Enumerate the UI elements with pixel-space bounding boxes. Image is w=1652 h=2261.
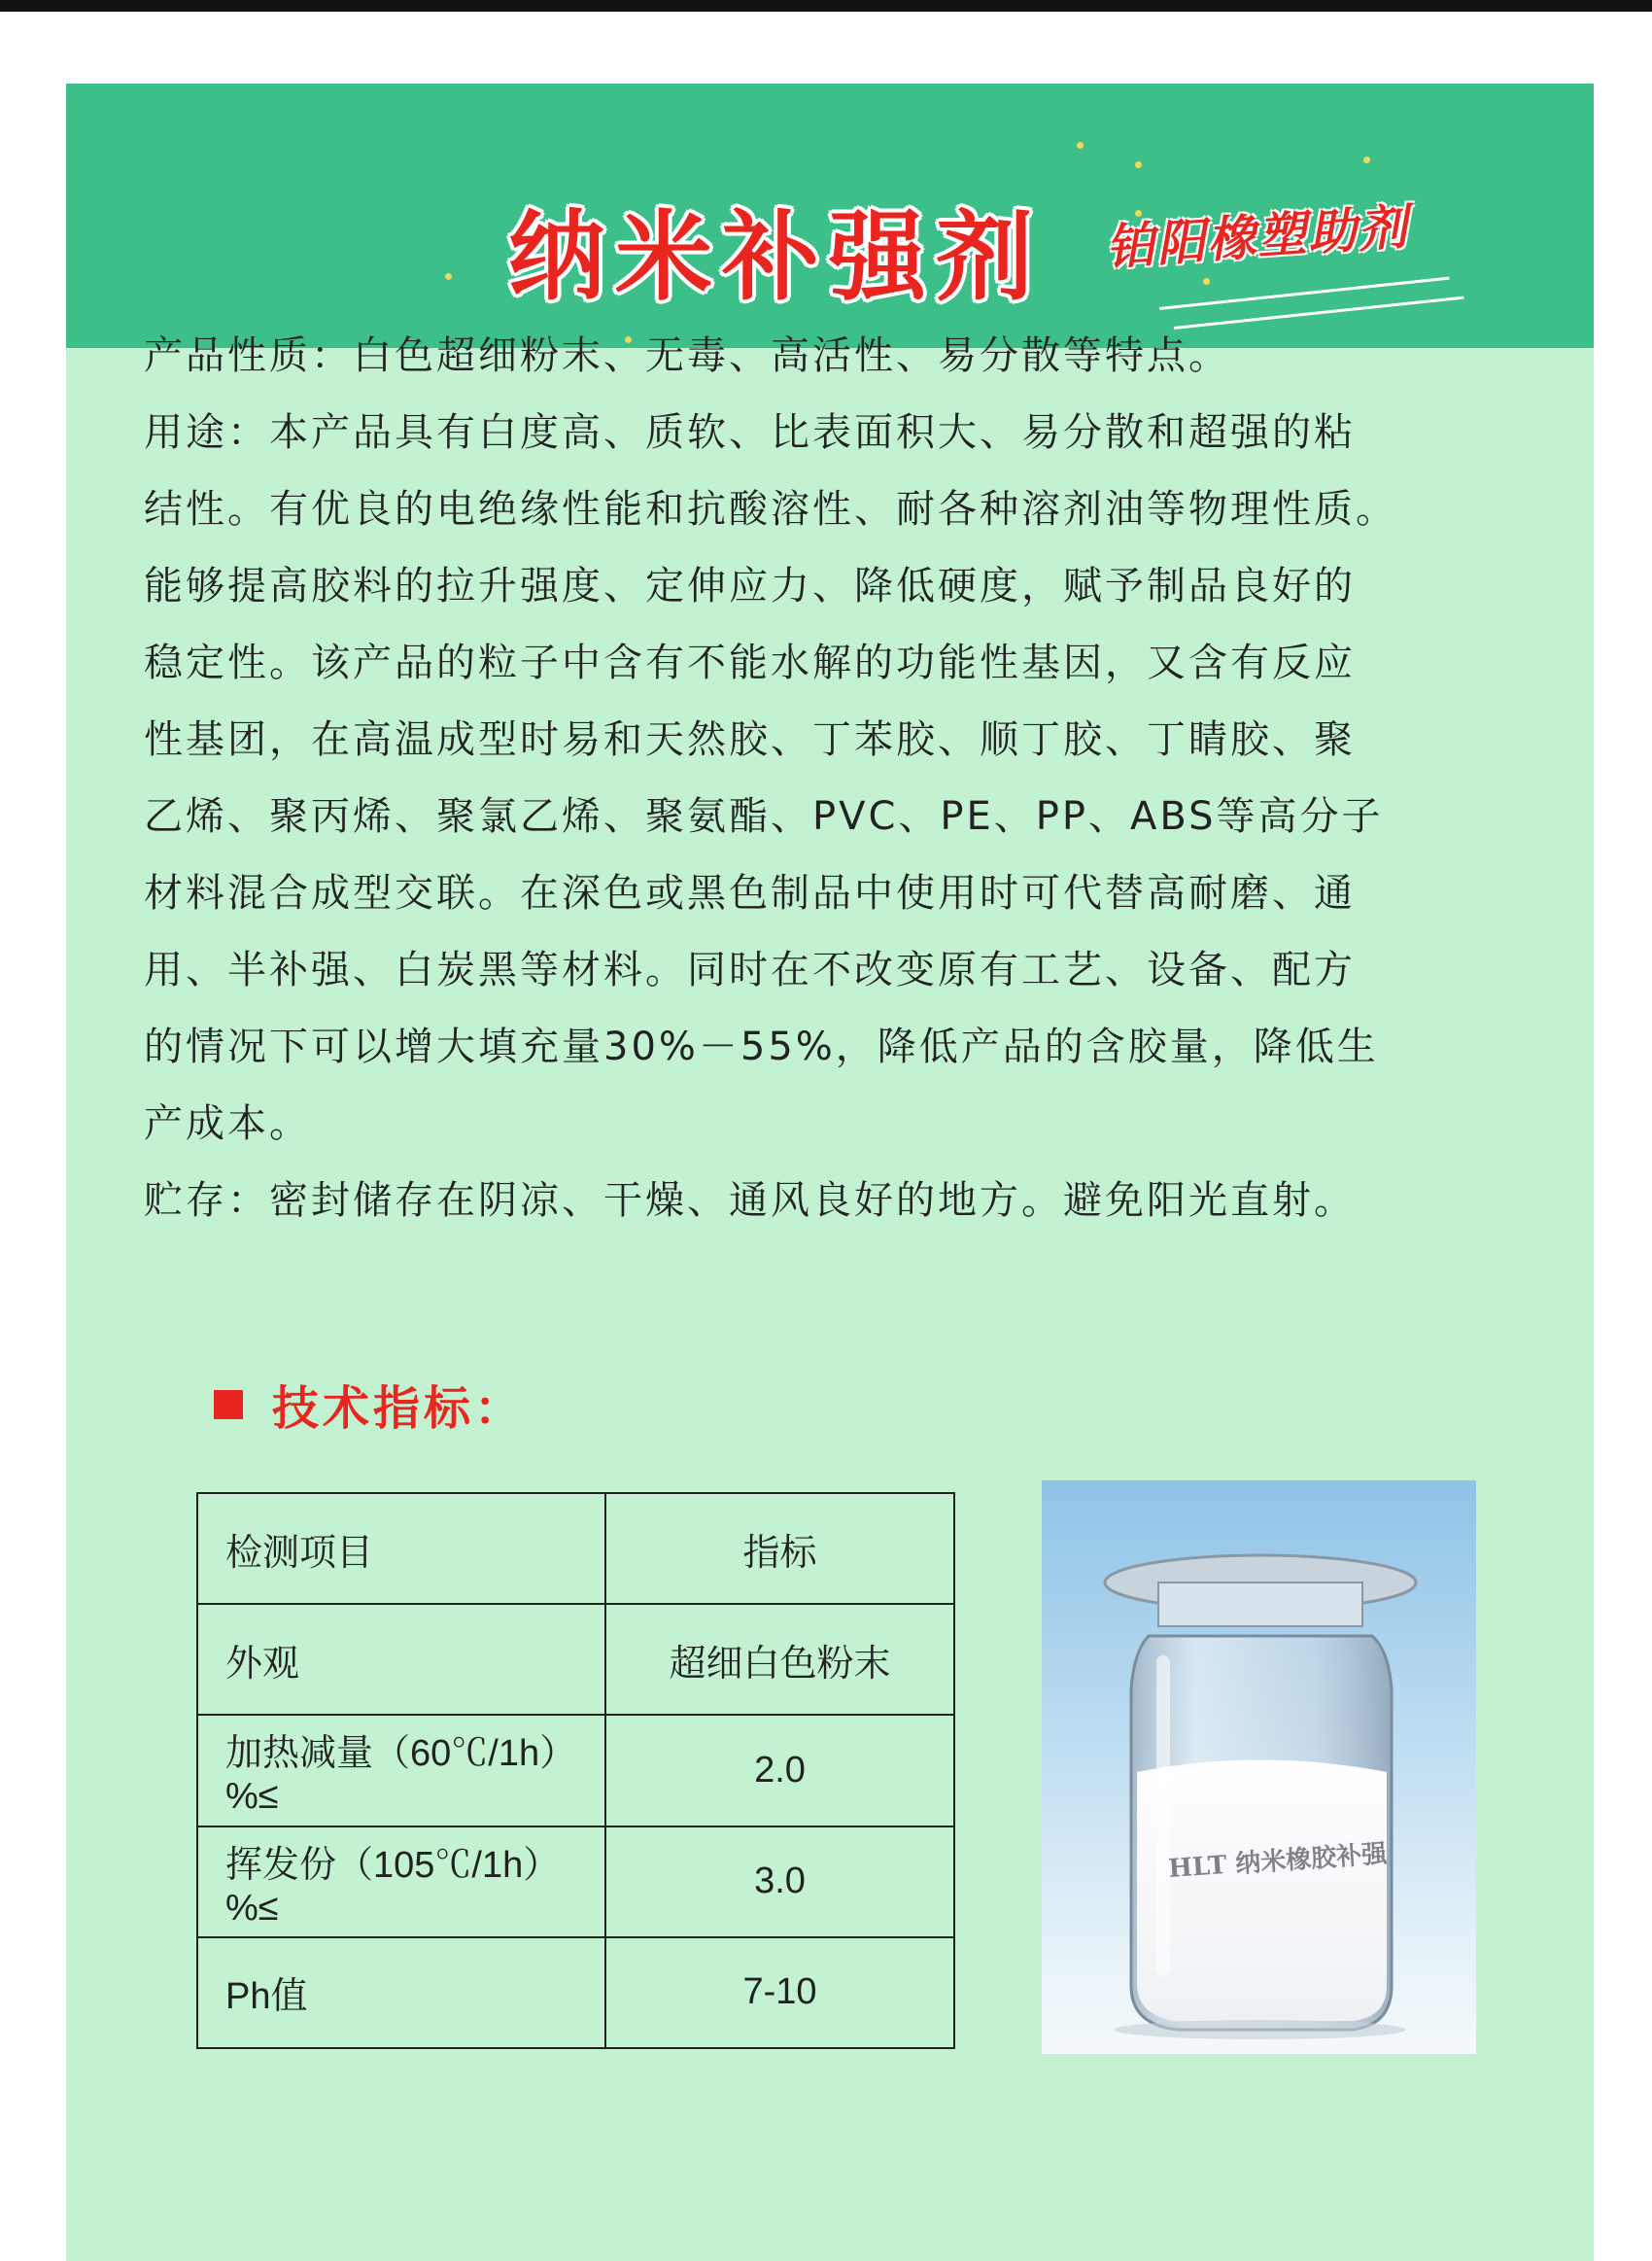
table-cell-value: 3.0 [605, 1826, 954, 1937]
description-line: 产成本。 [144, 1101, 311, 1146]
spec-table [196, 1492, 955, 2049]
description-line: 用、半补强、白炭黑等材料。同时在不改变原有工艺、设备、配方 [144, 948, 1356, 992]
table-cell-value: 2.0 [605, 1715, 954, 1826]
stopper-neck [1158, 1583, 1362, 1626]
brand-name: 铂阳橡塑助剂 [1104, 197, 1411, 276]
table-cell-item: 挥发份（105℃/1h）%≤ [197, 1826, 605, 1937]
description-line: 结性。有优良的电绝缘性能和抗酸溶性、耐各种溶剂油等物理性质。 [144, 487, 1397, 532]
jar-label: HLT 纳米橡胶补强 [1167, 1839, 1389, 1885]
table-cell-value: 7-10 [605, 1937, 954, 2048]
jar-powder [1137, 1760, 1387, 2022]
decor-dot [1363, 157, 1370, 163]
scan-top-edge [0, 0, 1652, 12]
jar-illustration [1042, 1480, 1476, 2054]
page-title: 纳米补强剂 [508, 199, 1043, 314]
jar-highlight [1156, 1655, 1170, 1976]
description-line: 性基团，在高温成型时易和天然胶、丁苯胶、顺丁胶、丁睛胶、聚 [144, 717, 1356, 762]
description-line: 的情况下可以增大填充量30%－55%，降低产品的含胶量，降低生 [144, 1025, 1379, 1069]
decor-dot [1203, 278, 1210, 285]
table-cell-item: 加热减量（60℃/1h）%≤ [197, 1715, 605, 1826]
decor-dot [1077, 142, 1084, 149]
jar-shadow [1115, 2020, 1406, 2039]
section-heading [214, 1371, 525, 1438]
description-line: 能够提高胶料的拉升强度、定伸应力、降低硬度，赋予制品良好的 [144, 564, 1356, 609]
description-line: 稳定性。该产品的粒子中含有不能水解的功能性基因，又含有反应 [144, 641, 1356, 685]
section-heading-text: 技术指标： [272, 1381, 526, 1436]
product-description [144, 318, 1524, 1239]
table-cell-value: 超细白色粉末 [605, 1604, 954, 1715]
description-line: 乙烯、聚丙烯、聚氯乙烯、聚氨酯、PVC、PE、PP、ABS等高分子 [144, 794, 1384, 839]
table-row [197, 1604, 954, 1715]
description-line: 材料混合成型交联。在深色或黑色制品中使用时可代替高耐磨、通 [144, 871, 1356, 916]
product-photo [1042, 1480, 1476, 2054]
description-line: 贮存：密封储存在阴凉、干燥、通风良好的地方。避免阳光直射。 [144, 1178, 1356, 1223]
table-row [197, 1493, 954, 1604]
description-line: 产品性质：白色超细粉末、无毒、高活性、易分散等特点。 [144, 333, 1230, 378]
table-cell-value: 指标 [605, 1493, 954, 1604]
table-row [197, 1937, 954, 2048]
table-cell-item: 外观 [197, 1604, 605, 1715]
table-cell-item: Ph值 [197, 1937, 605, 2048]
table-cell-item: 检测项目 [197, 1493, 605, 1604]
bullet-square-icon [214, 1390, 243, 1419]
decor-dot [1135, 161, 1142, 168]
table-row [197, 1826, 954, 1937]
description-line: 用途：本产品具有白度高、质软、比表面积大、易分散和超强的粘 [144, 410, 1356, 455]
table-row [197, 1715, 954, 1826]
